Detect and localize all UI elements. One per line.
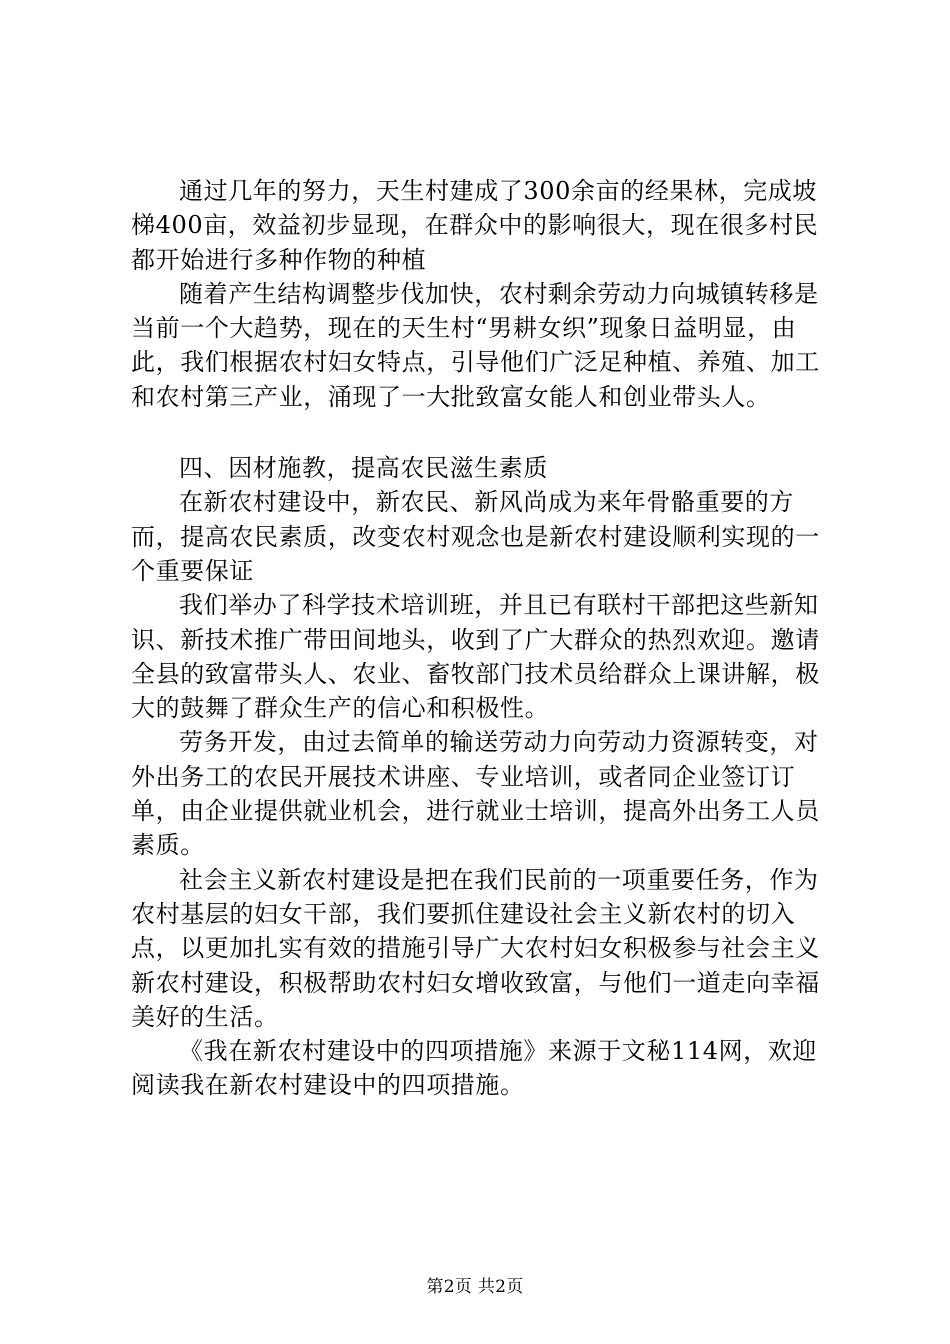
- paragraph-labor-transfer: 随着产生结构调整步伐加快，农村剩余劳动力向城镇转移是当前一个大趋势，现在的天生村“男耕女织”现象日益明显，由此，我们根据农村妇女特点，引导他们广泛足种植、养殖、加工和农村第三产业，涌现了一大批致富女能人和创业带头人。: [131, 279, 820, 411]
- paragraph-conclusion: 社会主义新农村建设是把在我们民前的一项重要任务，作为农村基层的妇女干部，我们要抓住建设社会主义新农村的切入点，以更加扎实有效的措施引导广大农村妇女积极参与社会主义新农村建设，积极帮助农村妇女增收致富，与他们一道走向幸福美好的生活。: [131, 865, 820, 1031]
- page-footer: 第2页 共2页: [426, 1277, 524, 1297]
- paragraph-orchard: 通过几年的努力，天生村建成了300余亩的经果林，完成坡梯400亩，效益初步显现，在群众中的影响很大，现在很多村民都开始进行多种作物的种植: [131, 177, 819, 274]
- paragraph-training: 我们举办了科学技术培训班，并且已有联村干部把这些新知识、新技术推广带田间地头，收到了广大群众的热烈欢迎。邀请全县的致富带头人、农业、畜牧部门技术员给群众上课讲解，极大的鼓舞了群众生产的信心和积极性。: [131, 591, 820, 723]
- paragraph-labor-services: 劳务开发，由过去简单的输送劳动力向劳动力资源转变，对外出务工的农民开展技术讲座、专业培训，或者同企业签订订单，由企业提供就业机会，进行就业士培训，提高外出务工人员素质。: [131, 728, 820, 860]
- section-heading: 四、因材施教，提高农民滋生素质: [179, 454, 548, 483]
- paragraph-source-note: 《我在新农村建设中的四项措施》来源于文秘114网，欢迎阅读我在新农村建设中的四项措施。: [131, 1037, 818, 1100]
- paragraph-spacer: [131, 414, 831, 451]
- paragraph-new-farmers: 在新农村建设中，新农民、新风尚成为来年骨骼重要的方而，提高农民素质，改变农村观念也是新农村建设顺利实现的一个重要保证: [131, 488, 820, 585]
- document-body: [131, 174, 831, 1103]
